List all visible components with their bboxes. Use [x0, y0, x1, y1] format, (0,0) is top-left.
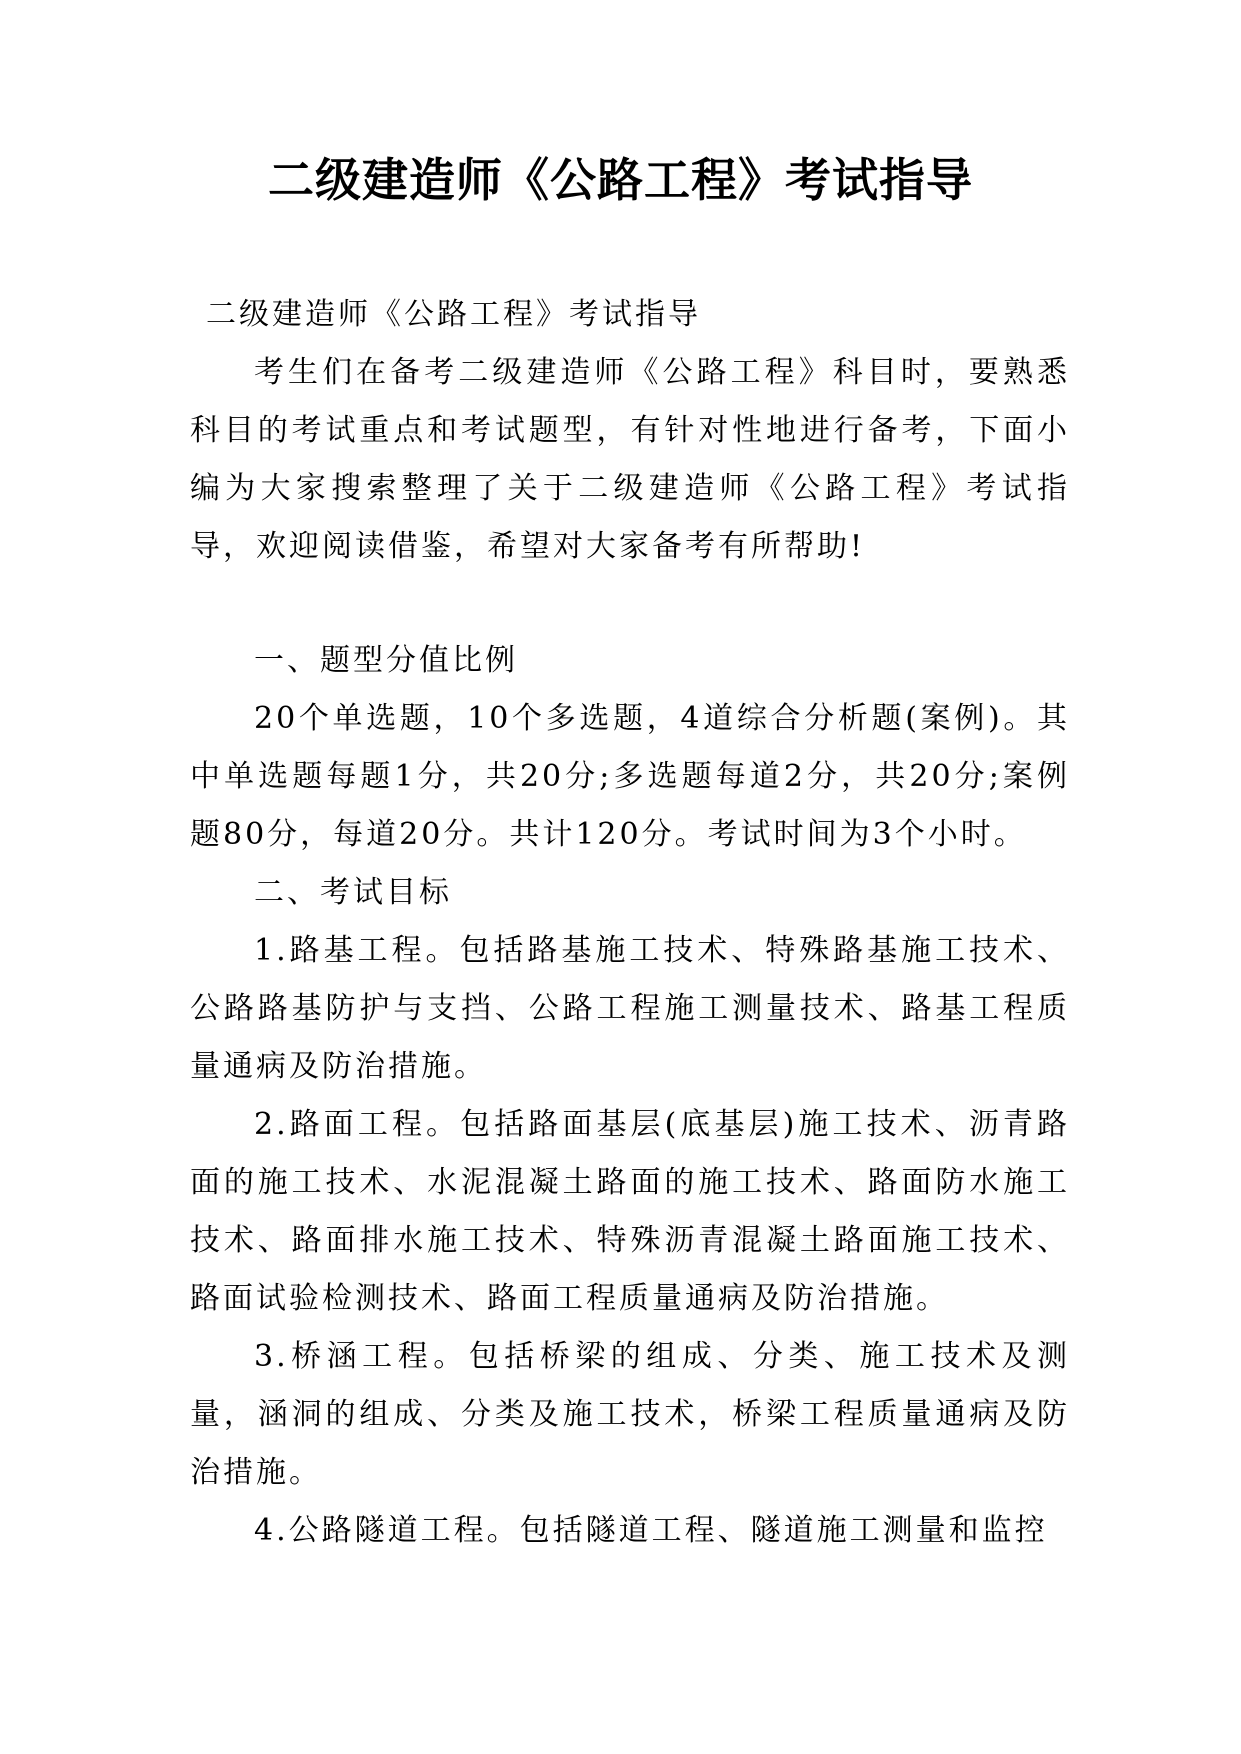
paragraph-bridge-culvert: 3.桥涵工程。包括桥梁的组成、分类、施工技术及测量，涵洞的组成、分类及施工技术，桥梁工程质量通病及防治措施。: [190, 1339, 1070, 1490]
paragraph-tunnel: 4.公路隧道工程。包括隧道工程、隧道施工测量和监控: [254, 1513, 1048, 1548]
section-heading-question-types: 一、题型分值比例: [254, 643, 518, 678]
paragraph-pavement: 2.路面工程。包括路面基层(底基层)施工技术、沥青路面的施工技术、水泥混凝土路面的施工技术、路面防水施工技术、路面排水施工技术、特殊沥青混凝土路面施工技术、路面试验检测技术、路面工程质量通病及防治措施。: [190, 1107, 1070, 1316]
document-subtitle: 二级建造师《公路工程》考试指导: [206, 297, 701, 332]
intro-paragraph: 考生们在备考二级建造师《公路工程》科目时，要熟悉科目的考试重点和考试题型，有针对性地进行备考，下面小编为大家搜索整理了关于二级建造师《公路工程》考试指导，欢迎阅读借鉴，希望对大家备考有所帮助!: [190, 355, 1070, 564]
section-heading-exam-goals: 二、考试目标: [254, 875, 452, 910]
document-title: 二级建造师《公路工程》考试指导: [268, 153, 973, 207]
paragraph-roadbed: 1.路基工程。包括路基施工技术、特殊路基施工技术、公路路基防护与支挡、公路工程施工测量技术、路基工程质量通病及防治措施。: [190, 933, 1070, 1084]
paragraph-question-scores: 20个单选题，10个多选题，4道综合分析题(案例)。其中单选题每题1分，共20分;多选题每道2分，共20分;案例题80分，每道20分。共计120分。考试时间为3个小时。: [190, 701, 1070, 852]
